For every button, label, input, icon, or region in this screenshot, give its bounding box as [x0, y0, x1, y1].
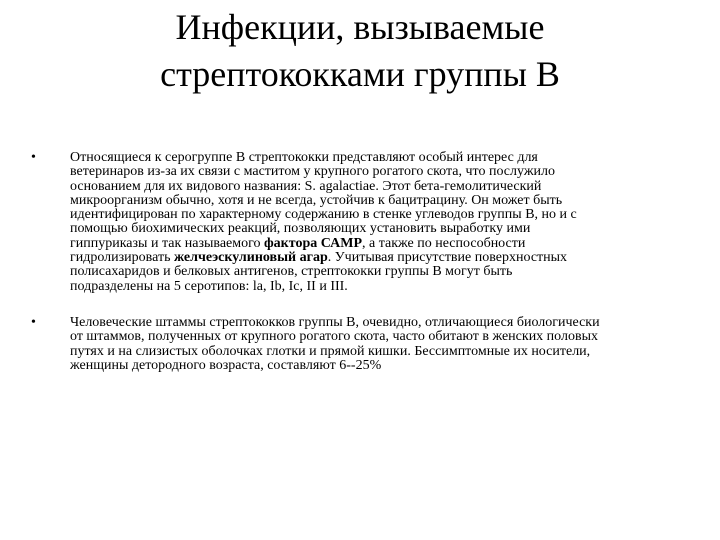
- bullet-2-line-4: женщины детородного возраста, составляют 6--25%: [70, 357, 382, 373]
- bullet-list: [0, 151, 720, 373]
- bullet-1-line-3: основанием для их видового названия: S. agalactiae. Этот бета-гемолитический: [70, 178, 542, 194]
- bullet-2-line-3: путях и на слизистых оболочках глотки и прямой кишки. Бессимптомные их носители,: [70, 343, 591, 359]
- bullet-1-line-4: микроорганизм обычно, хотя и не всегда, устойчив к бацитрацину. Он может быть: [70, 192, 563, 208]
- bullet-2-line-2: от штаммов, полученных от крупного рогатого скота, часто обитают в женских половых: [70, 329, 598, 345]
- bile-esculin-agar-term: желчеэскулиновый агар: [173, 250, 328, 266]
- bullet-1-line-7-a: гиппуриказы и так называемого: [70, 235, 264, 251]
- bullet-1-line-6: помощью биохимических реакций, позволяющих установить выработку ими: [70, 221, 531, 237]
- bullet-1-line-7: [70, 237, 690, 251]
- bullet-1-line-7-b: , а также по неспособности: [362, 235, 526, 251]
- bullet-1-line-10: подразделены на 5 серотипов: la, Ib, Ic, II и III.: [70, 278, 348, 294]
- slide-title: [60, 4, 660, 98]
- bullet-2-line-1: Человеческие штаммы стрептококков группы В, очевидно, отличающиеся биологически: [70, 314, 600, 330]
- bullet-1-line-8-a: гидролизировать: [70, 250, 174, 266]
- bullet-1-line-8: [70, 251, 690, 265]
- bullet-marker-icon: •: [31, 150, 36, 165]
- bullet-1-line-5: идентифицирован по характерному содержанию в стенке углеводов группы В, но и с: [70, 207, 577, 223]
- bullet-1-line-1: Относящиеся к серогруппе В стрептококки представляют особый интерес для: [70, 150, 538, 165]
- bullet-marker-icon: •: [31, 314, 36, 330]
- bullet-1-line-8-b: . Учитывая присутствие поверхностных: [327, 250, 568, 266]
- bullet-item-2: [0, 316, 720, 373]
- bullet-1-line-2: ветеринаров из-за их связи с маститом у крупного рогатого скота, что послужило: [70, 164, 555, 180]
- camp-factor-term: фактора САМР: [264, 235, 363, 251]
- bullet-text-1: [70, 151, 690, 294]
- bullet-1-line-9: полисахаридов и белковых антигенов, стрептококки группы В могут быть: [70, 264, 513, 280]
- bullet-item-1: [0, 151, 720, 294]
- slide-title-line-2: стрептококками группы В: [160, 54, 560, 94]
- slide-title-line-1: Инфекции, вызываемые: [175, 7, 545, 47]
- bullet-text-2: [70, 316, 690, 373]
